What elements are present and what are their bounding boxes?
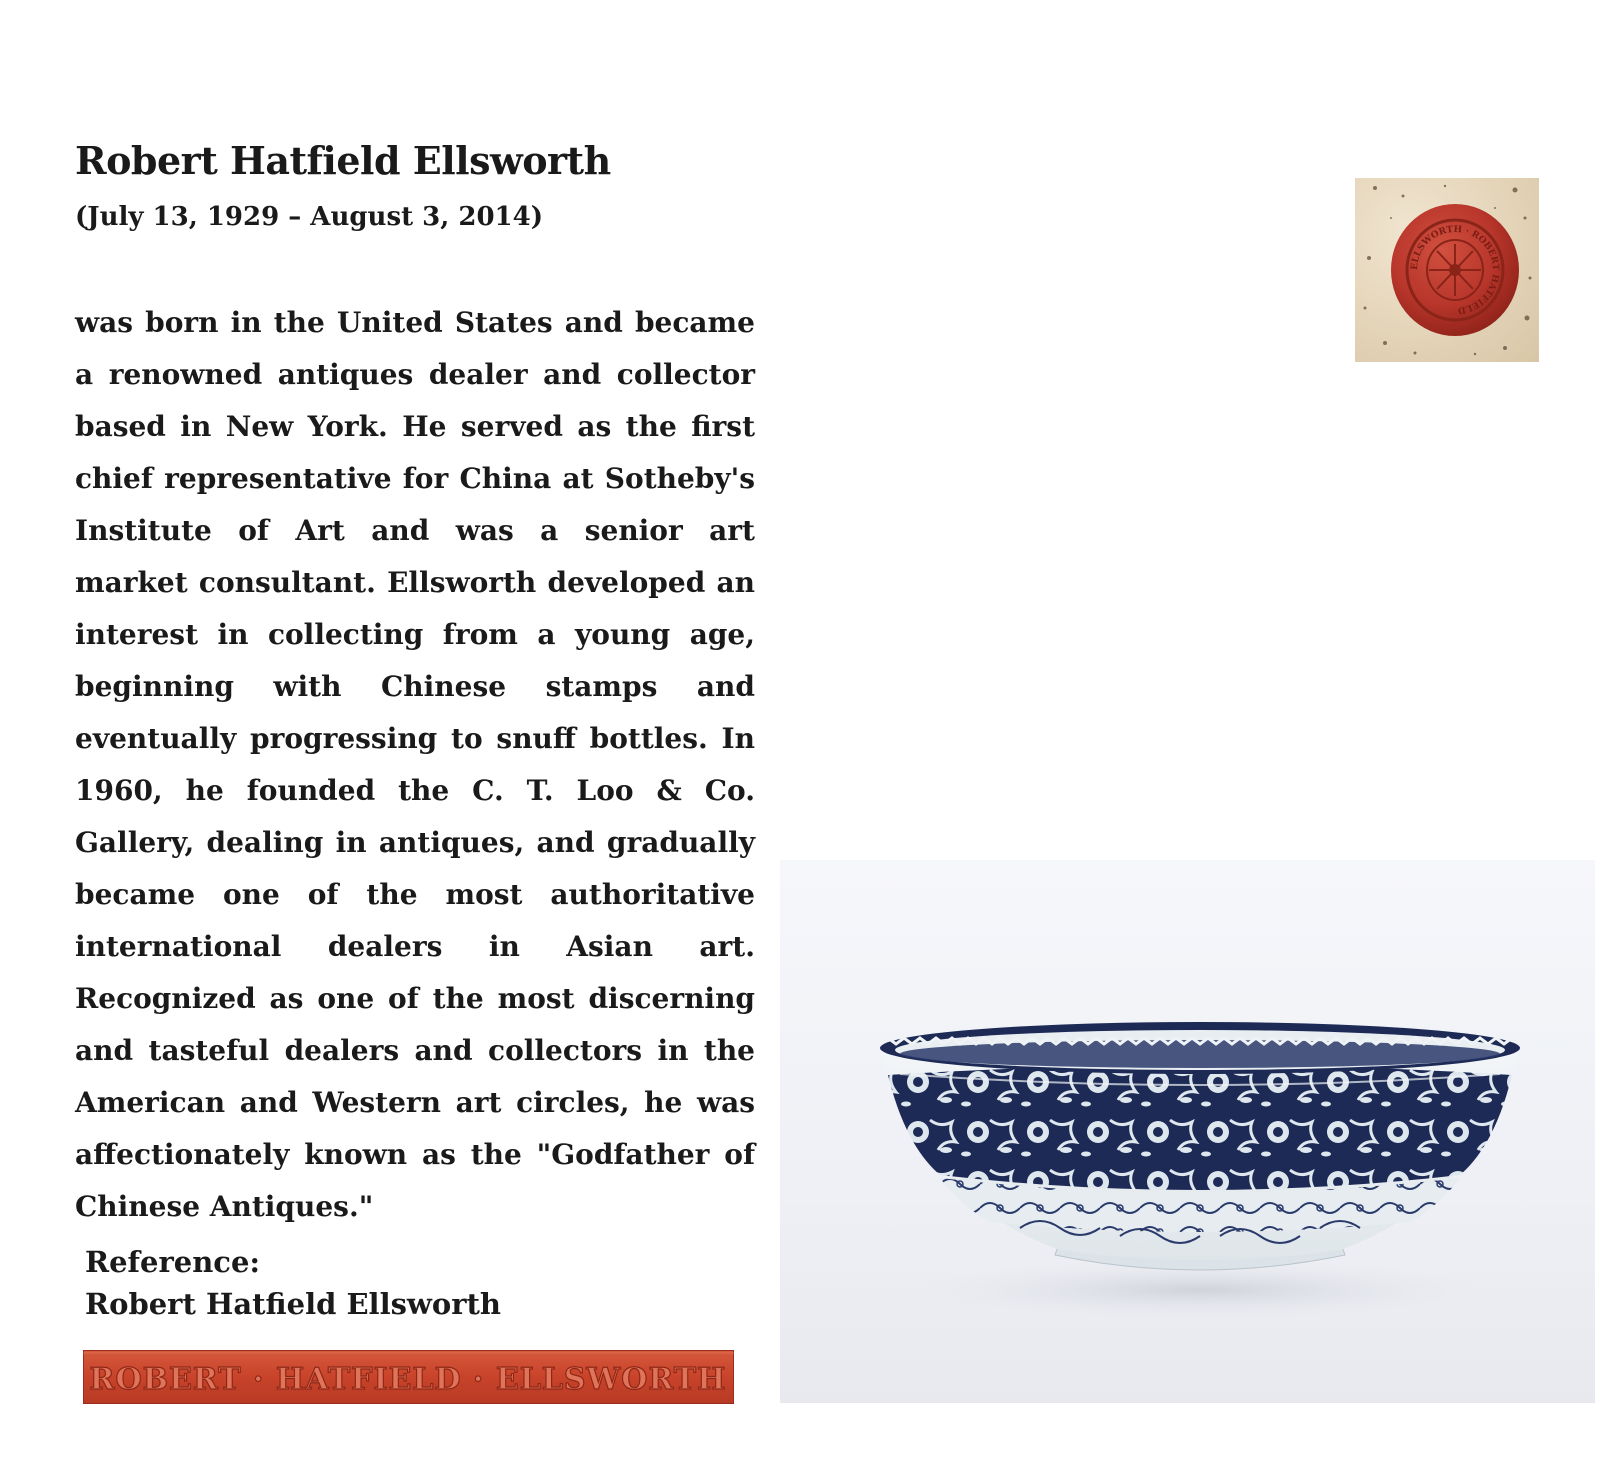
stamp-inscription: ROBERT · HATFIELD · ELLSWORTH: [89, 1362, 727, 1397]
reference-name: Robert Hatfield Ellsworth: [85, 1287, 501, 1321]
seal-inscription: ELLSWORTH · ROBERT HATFIELD: [1409, 224, 1501, 316]
life-dates: (July 13, 1929 – August 3, 2014): [75, 202, 544, 232]
biography-text: was born in the United States and became a renowned antiques dealer and collector based in New York. He served as the first chief representative for China at Sotheby's Institute of Art and was a senior art market consultant. Ellsworth developed an interest in collecting from a young age, beginning with Chinese stamps and eventually progressing to snuff bottles. In 1960, he founded the C. T. Loo & Co. Gallery, dealing in antiques, and gradually became one of the most authoritative international dealers in Asian art. Recognized as one of the most discerning and tasteful dealers and collectors in the American and Western art circles, he was affectionately known as the "Godfather of Chinese Antiques.": [75, 306, 755, 1223]
wax-seal-icon: [1355, 178, 1539, 362]
wax-seal-photo: [1355, 178, 1539, 362]
person-name: Robert Hatfield Ellsworth: [75, 138, 611, 183]
name-stamp-strip: [83, 1350, 734, 1404]
blue-white-porcelain-bowl-icon: [780, 860, 1595, 1403]
reference-label: Reference:: [85, 1245, 261, 1279]
porcelain-bowl-photo: [780, 860, 1595, 1403]
name-stamp-icon: [83, 1350, 734, 1404]
